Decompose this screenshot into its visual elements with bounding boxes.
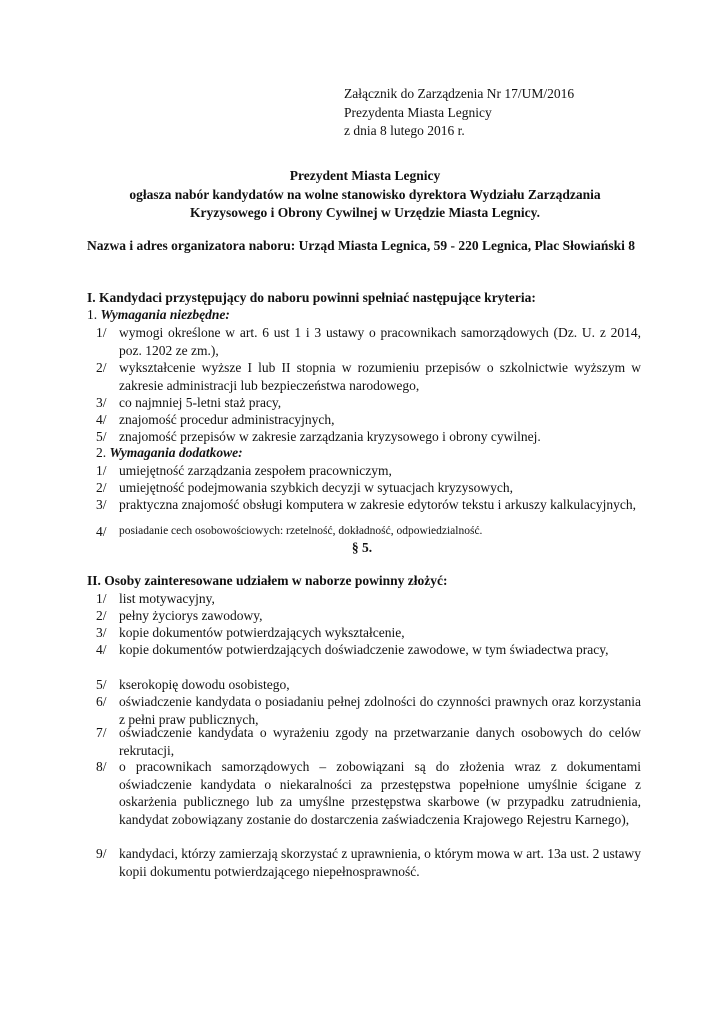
- item-text: kserokopię dowodu osobistego,: [119, 677, 290, 692]
- annex-note: [344, 85, 574, 141]
- item-text: pełny życiorys zawodowy,: [119, 608, 263, 623]
- organizer-info: Nazwa i adres organizatora naboru: Urząd Miasta Legnica, 59 - 220 Legnica, Plac Słowiański 8: [87, 238, 635, 253]
- item-text: wykształcenie wyższe I lub II stopnia w rozumieniu przepisów o szkolnictwie wyższym w zakresie administracji lub bezpieczeństwa narodowego,: [119, 360, 641, 393]
- item-text: kopie dokumentów potwierdzających wykształcenie,: [119, 625, 405, 640]
- item-text: co najmniej 5-letni staż pracy,: [119, 395, 282, 410]
- item-text: praktyczna znajomość obsługi komputera w zakresie edytorów tekstu i arkuszy kalkulacyjnych,: [119, 497, 636, 512]
- item-number: 8/: [96, 759, 107, 774]
- item-number: 1/: [96, 591, 107, 606]
- item-number: 1/: [96, 463, 107, 478]
- additional-label: Wymagania dodatkowe:: [109, 445, 243, 460]
- additional-item: [96, 462, 641, 480]
- section-2-heading: II. Osoby zainteresowane udziałem w naborze powinny złożyć:: [87, 573, 448, 588]
- annex-line-1: Załącznik do Zarządzenia Nr 17/UM/2016: [344, 86, 575, 101]
- item-number: 4/: [96, 524, 107, 539]
- document-item: [96, 845, 641, 880]
- required-item: [96, 359, 641, 394]
- item-number: 4/: [96, 642, 107, 657]
- item-number: 2/: [96, 608, 107, 623]
- item-text: o pracownikach samorządowych – zobowiązani są do złożenia wraz z dokumentami oświadczenie kandydata o niekaralności za przestępstwa popełnione umyślnie ścigane z oskarżenia publicznego lub za umyślne przestępstwa skarbowe (w przypadku zatrudnienia, kandydat zobowiązany zostanie do dostarczenia zaświadczenia Krajowego Rejestru Karnego),: [119, 759, 641, 827]
- required-number: 1.: [87, 307, 98, 322]
- item-number: 3/: [96, 625, 107, 640]
- item-text: umiejętność podejmowania szybkich decyzji w sytuacjach kryzysowych,: [119, 480, 514, 495]
- item-number: 6/: [96, 694, 107, 709]
- item-text: znajomość przepisów w zakresie zarządzania kryzysowego i obrony cywilnej.: [119, 429, 541, 444]
- additional-number: 2.: [96, 445, 107, 460]
- item-number: 2/: [96, 360, 107, 375]
- item-number: 7/: [96, 725, 107, 740]
- item-text: list motywacyjny,: [119, 591, 215, 606]
- required-item: [96, 394, 641, 412]
- item-text: oświadczenie kandydata o wyrażeniu zgody na przetwarzanie danych osobowych do celów rekrutacji,: [119, 725, 641, 758]
- annex-line-3: z dnia 8 lutego 2016 r.: [344, 123, 465, 138]
- document-item: [96, 676, 641, 694]
- document-item: [96, 758, 641, 828]
- document-item: [96, 590, 641, 608]
- item-number: 3/: [96, 497, 107, 512]
- document-item: [96, 624, 641, 642]
- title-line-1: Prezydent Miasta Legnicy: [289, 168, 441, 183]
- required-label: Wymagania niezbędne:: [100, 307, 230, 322]
- item-number: 4/: [96, 412, 107, 427]
- additional-item: [96, 479, 641, 497]
- item-number: 1/: [96, 325, 107, 340]
- item-text: kandydaci, którzy zamierzają skorzystać z uprawnienia, o którym mowa w art. 13a ust. 2 ustawy kopii dokumentu potwierdzającego niepełnosprawność.: [119, 846, 641, 879]
- additional-subheading: [96, 445, 243, 461]
- item-number: 3/: [96, 395, 107, 410]
- item-number: 5/: [96, 429, 107, 444]
- item-text: oświadczenie kandydata o posiadaniu pełnej zdolności do czynności prawnych oraz korzystania z pełni praw publicznych,: [119, 694, 641, 727]
- additional-item: [96, 523, 641, 541]
- required-item: [96, 411, 641, 429]
- additional-item: [96, 496, 641, 514]
- announcement-title: [80, 167, 650, 223]
- item-text: posiadanie cech osobowościowych: rzetelność, dokładność, odpowiedzialność.: [119, 525, 483, 537]
- document-item: [96, 693, 641, 728]
- section-1-heading: I. Kandydaci przystępujący do naboru powinni spełniać następujące kryteria:: [87, 290, 536, 305]
- item-text: kopie dokumentów potwierdzających doświadczenie zawodowe, w tym świadectwa pracy,: [119, 642, 609, 657]
- document-item: [96, 607, 641, 625]
- document-item: [96, 641, 641, 659]
- title-line-3: Kryzysowego i Obrony Cywilnej w Urzędzie Miasta Legnicy.: [190, 205, 540, 220]
- item-number: 9/: [96, 846, 107, 861]
- required-item: [96, 324, 641, 359]
- annex-line-2: Prezydenta Miasta Legnicy: [344, 104, 492, 120]
- document-item: [96, 724, 641, 759]
- required-subheading: [87, 307, 230, 323]
- item-text: wymogi określone w art. 6 ust 1 i 3 ustawy o pracownikach samorządowych (Dz. U. z 2014, poz. 1202 ze zm.),: [119, 325, 641, 358]
- item-number: 2/: [96, 480, 107, 495]
- required-item: [96, 428, 641, 446]
- paragraph-mark: § 5.: [351, 540, 373, 555]
- item-text: umiejętność zarządzania zespołem pracowniczym,: [119, 463, 392, 478]
- item-text: znajomość procedur administracyjnych,: [119, 412, 335, 427]
- title-line-2: ogłasza nabór kandydatów na wolne stanowisko dyrektora Wydziału Zarządzania: [129, 186, 601, 202]
- item-number: 5/: [96, 677, 107, 692]
